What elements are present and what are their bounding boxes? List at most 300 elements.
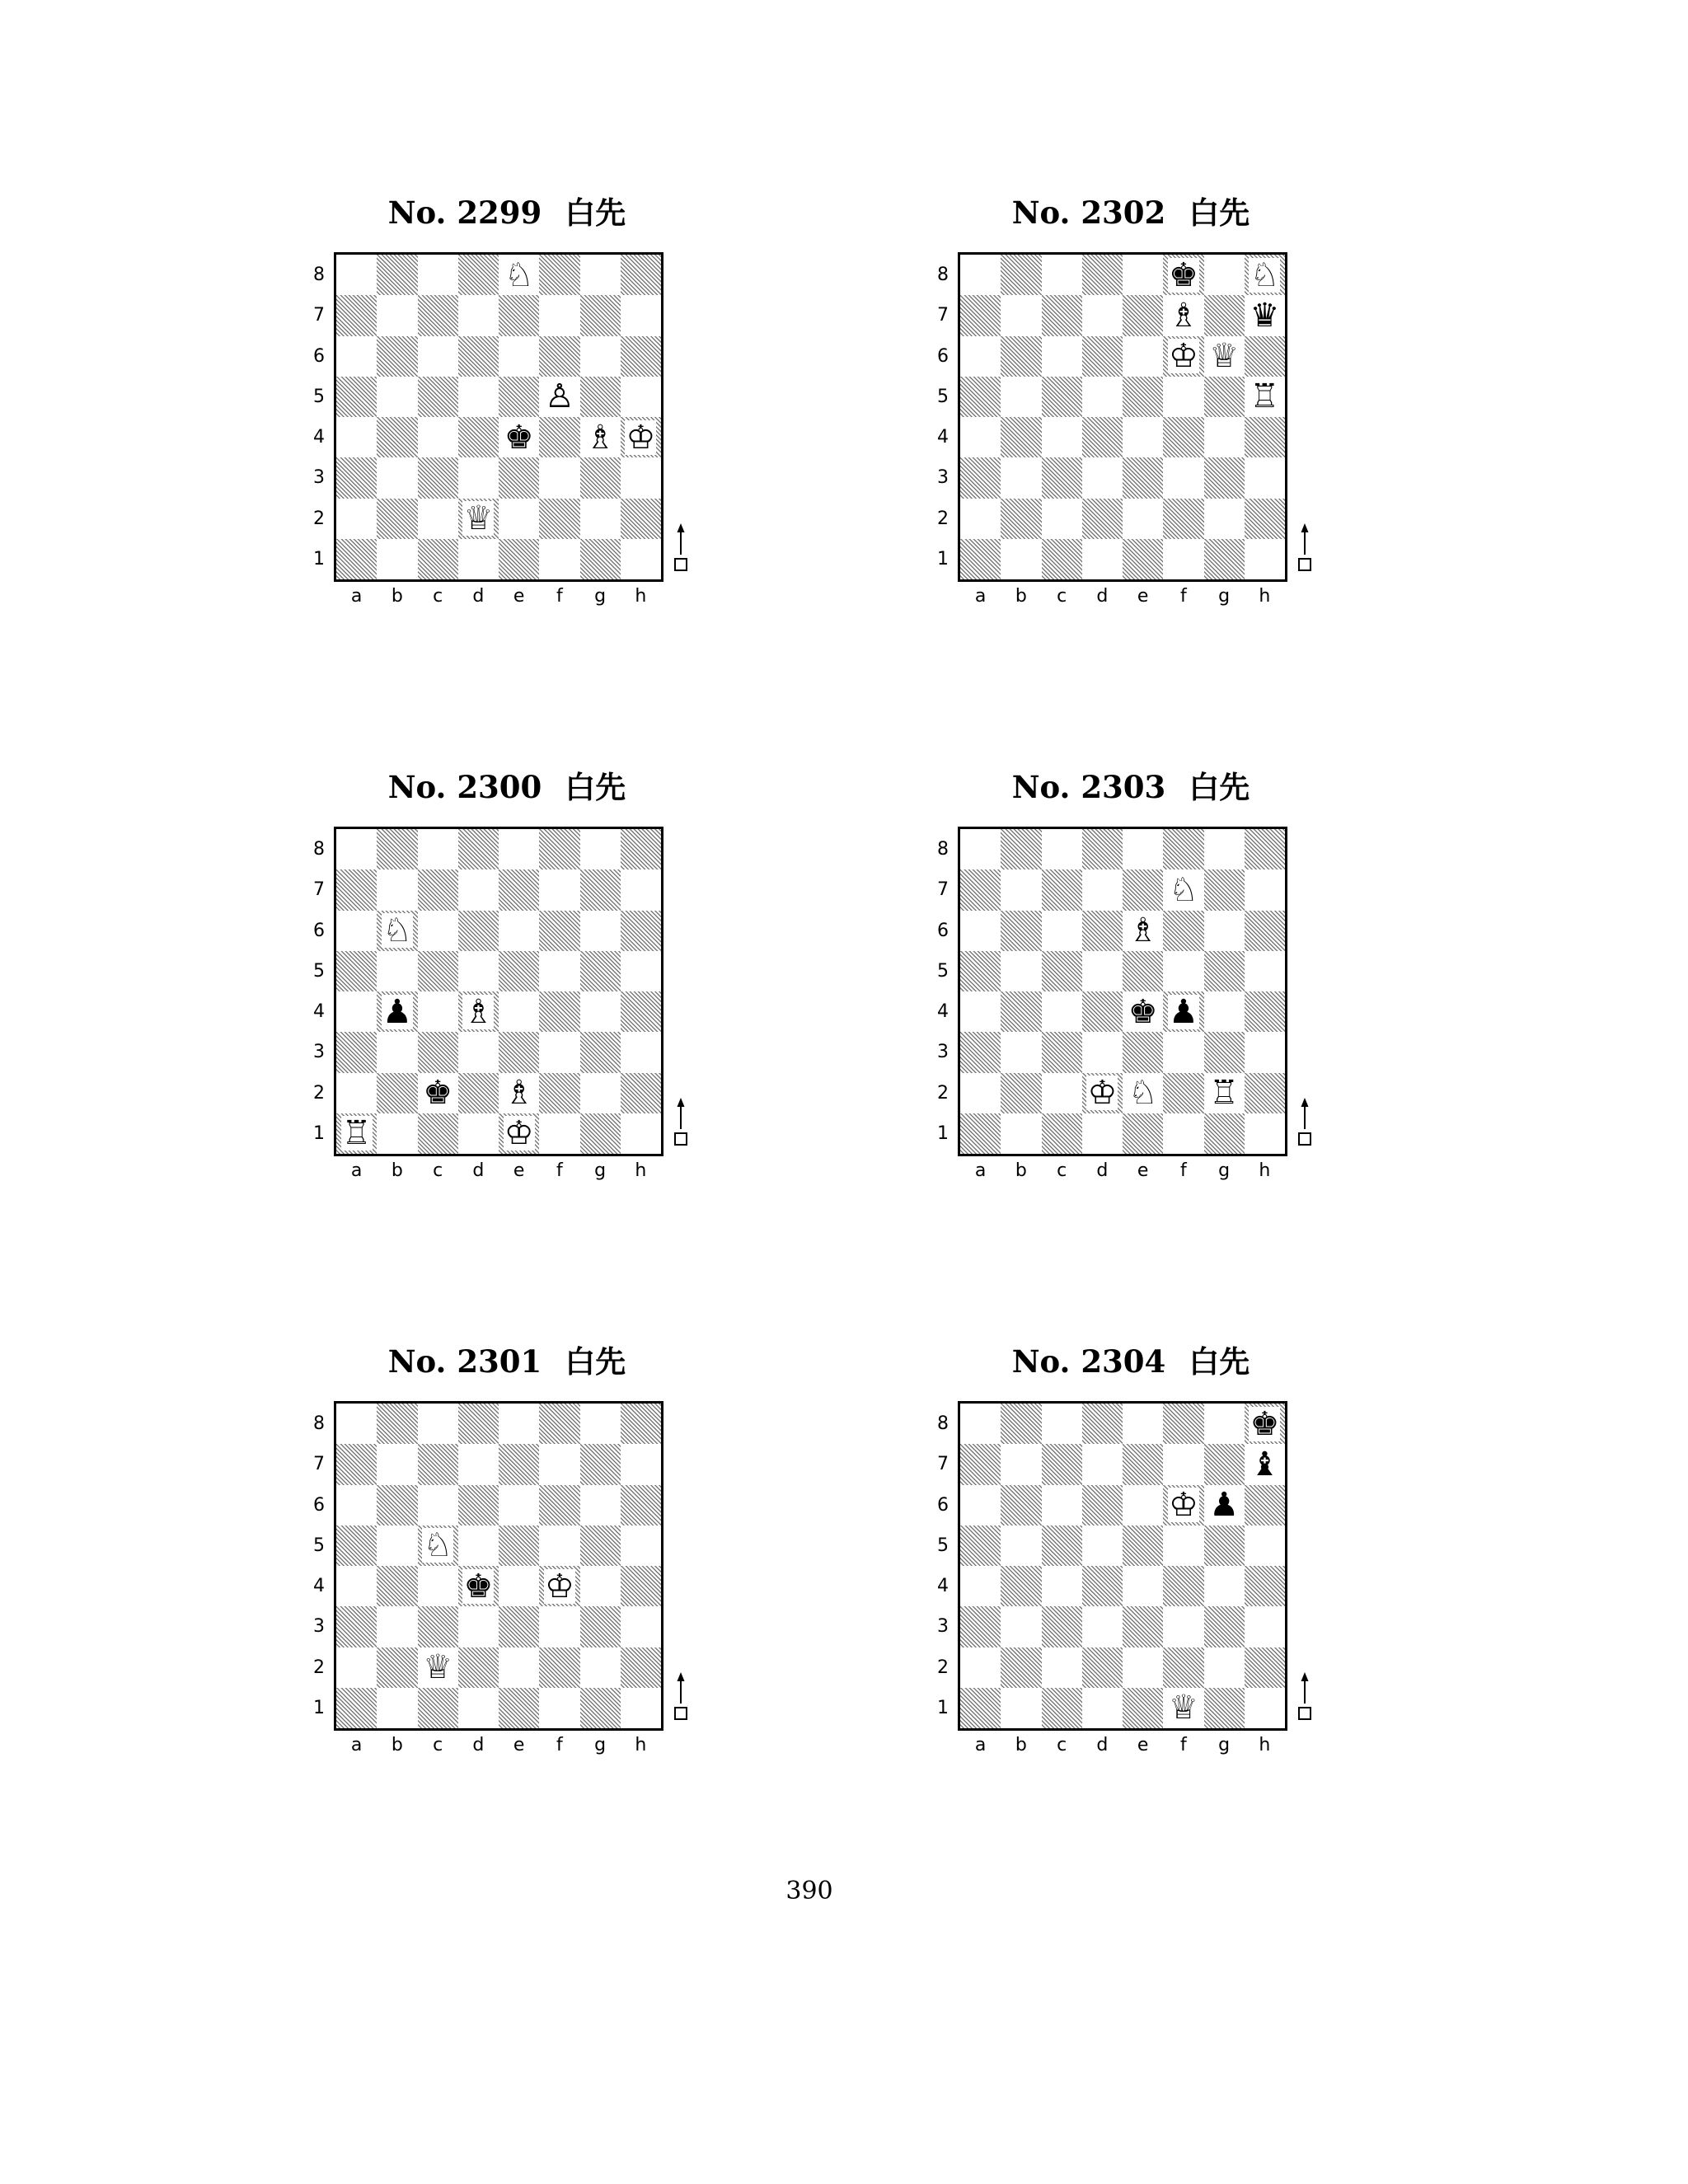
square-d1 xyxy=(1082,1688,1123,1728)
file-label: f xyxy=(556,1160,563,1181)
square-b4 xyxy=(1001,991,1041,1032)
square-a4 xyxy=(336,1566,377,1606)
square-b3 xyxy=(377,1032,417,1072)
rank-label: 6 xyxy=(937,345,949,367)
square-f2 xyxy=(1163,1647,1203,1688)
square-g7 xyxy=(580,869,621,910)
square-a7 xyxy=(336,1444,377,1484)
file-label: e xyxy=(513,586,525,607)
square-c4 xyxy=(418,417,458,457)
square-f3 xyxy=(1163,1606,1203,1647)
white-knight-icon xyxy=(1123,1073,1163,1113)
square-e4 xyxy=(499,1566,539,1606)
square-g5 xyxy=(580,951,621,991)
piece-glyph: ♘ xyxy=(1128,1074,1158,1113)
square-g5 xyxy=(1204,377,1245,417)
square-e8 xyxy=(1123,255,1163,295)
square-h5 xyxy=(621,1526,661,1566)
square-c3 xyxy=(1042,457,1082,498)
square-h3 xyxy=(621,1606,661,1647)
square-f4 xyxy=(1163,1566,1203,1606)
square-h2 xyxy=(621,1647,661,1688)
square-h5 xyxy=(1245,951,1285,991)
square-b3 xyxy=(1001,457,1041,498)
rank-label: 5 xyxy=(937,1535,949,1556)
square-b6 xyxy=(1001,911,1041,951)
square-g8 xyxy=(580,829,621,869)
square-h6 xyxy=(1245,911,1285,951)
square-e6 xyxy=(1123,1485,1163,1526)
square-e8 xyxy=(499,1404,539,1444)
square-b2 xyxy=(377,1647,417,1688)
square-h2 xyxy=(1245,1647,1285,1688)
square-d3 xyxy=(458,457,499,498)
square-b8 xyxy=(1001,255,1041,295)
square-b7 xyxy=(377,295,417,335)
piece-glyph: ♗ xyxy=(1128,912,1158,950)
white-knight-icon xyxy=(499,255,539,295)
square-a4 xyxy=(960,417,1001,457)
rank-label: 4 xyxy=(313,427,325,448)
square-a5 xyxy=(960,1526,1001,1566)
square-h7 xyxy=(621,295,661,335)
square-c1 xyxy=(1042,1688,1082,1728)
square-g6 xyxy=(580,1485,621,1526)
square-c5 xyxy=(1042,377,1082,417)
rank-label: 7 xyxy=(937,879,949,901)
square-c5 xyxy=(418,951,458,991)
square-g7 xyxy=(1204,1444,1245,1484)
square-c8 xyxy=(1042,1404,1082,1444)
square-g8 xyxy=(1204,1404,1245,1444)
square-b6 xyxy=(1001,336,1041,377)
square-e5 xyxy=(499,1526,539,1566)
square-a1 xyxy=(336,1688,377,1728)
white-queen-icon xyxy=(418,1647,458,1688)
square-b6 xyxy=(1001,1485,1041,1526)
square-c7 xyxy=(418,1444,458,1484)
piece-glyph: ♟ xyxy=(1168,992,1198,1031)
square-e3 xyxy=(499,1032,539,1072)
piece-glyph: ♘ xyxy=(1168,870,1198,909)
square-f6 xyxy=(539,1485,579,1526)
problem-2304 xyxy=(937,1341,1370,1802)
square-h1 xyxy=(1245,1688,1285,1728)
square-c3 xyxy=(418,1606,458,1647)
square-g7 xyxy=(1204,869,1245,910)
rank-label: 8 xyxy=(937,1413,949,1434)
square-g5 xyxy=(580,377,621,417)
square-f1 xyxy=(539,1113,579,1154)
white-rook-icon xyxy=(336,1113,377,1154)
square-b8 xyxy=(377,1404,417,1444)
piece-glyph: ♘ xyxy=(1250,255,1280,294)
file-label: e xyxy=(1137,586,1149,607)
file-label: f xyxy=(556,1735,563,1755)
piece-glyph: ♕ xyxy=(1168,1689,1198,1727)
rank-label: 7 xyxy=(313,879,325,901)
square-h4 xyxy=(1245,991,1285,1032)
square-c2 xyxy=(418,499,458,539)
square-c7 xyxy=(1042,295,1082,335)
rank-label: 3 xyxy=(313,1042,325,1063)
square-c6 xyxy=(418,336,458,377)
square-h5 xyxy=(1245,1526,1285,1566)
white-knight-icon xyxy=(418,1526,458,1566)
square-h2 xyxy=(1245,1073,1285,1113)
rank-label: 8 xyxy=(313,1413,325,1434)
square-f5 xyxy=(1163,377,1203,417)
problem-title: No. 2302 白先 xyxy=(1011,194,1250,231)
square-g8 xyxy=(1204,829,1245,869)
square-b8 xyxy=(1001,1404,1041,1444)
square-c3 xyxy=(418,1032,458,1072)
square-b6 xyxy=(377,336,417,377)
black-king-icon xyxy=(1245,1404,1285,1444)
square-a6 xyxy=(960,1485,1001,1526)
square-e5 xyxy=(1123,1526,1163,1566)
square-f2 xyxy=(539,1073,579,1113)
square-c2 xyxy=(1042,1073,1082,1113)
square-c3 xyxy=(418,457,458,498)
square-f3 xyxy=(539,1606,579,1647)
square-h1 xyxy=(1245,539,1285,579)
square-e6 xyxy=(499,336,539,377)
square-a5 xyxy=(336,1526,377,1566)
rank-label: 2 xyxy=(313,1082,325,1104)
square-f2 xyxy=(1163,1073,1203,1113)
white-rook-icon xyxy=(1245,377,1285,417)
square-d4 xyxy=(1082,417,1123,457)
square-b3 xyxy=(1001,1606,1041,1647)
white-king-icon xyxy=(539,1566,579,1606)
square-b1 xyxy=(377,539,417,579)
square-h7 xyxy=(1245,869,1285,910)
square-c1 xyxy=(418,1688,458,1728)
file-label: b xyxy=(391,586,403,607)
square-d1 xyxy=(458,539,499,579)
square-e1 xyxy=(1123,1688,1163,1728)
square-a3 xyxy=(336,1606,377,1647)
piece-glyph: ♕ xyxy=(463,499,494,538)
square-e7 xyxy=(1123,869,1163,910)
square-e1 xyxy=(1123,1113,1163,1154)
square-c4 xyxy=(418,1566,458,1606)
square-d5 xyxy=(1082,377,1123,417)
file-label: a xyxy=(350,1160,363,1181)
square-d5 xyxy=(458,951,499,991)
rank-label: 2 xyxy=(937,1082,949,1104)
square-f1 xyxy=(539,539,579,579)
square-e6 xyxy=(1123,336,1163,377)
square-h1 xyxy=(1245,1113,1285,1154)
square-g2 xyxy=(580,1647,621,1688)
file-label: d xyxy=(472,586,485,607)
square-d4 xyxy=(1082,991,1123,1032)
square-h7 xyxy=(621,869,661,910)
square-e3 xyxy=(1123,1032,1163,1072)
problem-2303 xyxy=(937,766,1370,1228)
square-e2 xyxy=(499,499,539,539)
white-queen-icon xyxy=(458,499,499,539)
square-e4 xyxy=(499,991,539,1032)
square-b2 xyxy=(377,1073,417,1113)
square-g2 xyxy=(580,499,621,539)
square-e7 xyxy=(499,295,539,335)
square-b3 xyxy=(377,457,417,498)
square-b2 xyxy=(1001,1647,1041,1688)
piece-glyph: ♛ xyxy=(1250,296,1280,335)
square-a7 xyxy=(960,1444,1001,1484)
square-g2 xyxy=(1204,1647,1245,1688)
square-b7 xyxy=(377,869,417,910)
square-c7 xyxy=(418,295,458,335)
square-d2 xyxy=(1082,1647,1123,1688)
file-label: c xyxy=(1057,1160,1067,1181)
square-g5 xyxy=(1204,1526,1245,1566)
square-e3 xyxy=(1123,457,1163,498)
square-a2 xyxy=(336,1073,377,1113)
square-b1 xyxy=(377,1113,417,1154)
rank-label: 8 xyxy=(937,265,949,285)
square-g8 xyxy=(1204,255,1245,295)
chess-board xyxy=(334,827,663,1156)
white-pawn-icon xyxy=(539,377,579,417)
square-e8 xyxy=(1123,1404,1163,1444)
square-e4 xyxy=(1123,1566,1163,1606)
square-g6 xyxy=(1204,911,1245,951)
square-a4 xyxy=(336,417,377,457)
square-g1 xyxy=(580,539,621,579)
rank-label: 1 xyxy=(313,1697,325,1718)
file-label: e xyxy=(513,1735,525,1755)
square-d2 xyxy=(458,1073,499,1113)
square-e1 xyxy=(1123,539,1163,579)
black-queen-icon xyxy=(1245,295,1285,335)
side-to-move-arrow-icon xyxy=(673,1096,689,1149)
black-king-icon xyxy=(458,1566,499,1606)
piece-glyph: ♔ xyxy=(544,1567,574,1605)
square-a6 xyxy=(336,1485,377,1526)
file-label: e xyxy=(1137,1735,1149,1755)
piece-glyph: ♚ xyxy=(463,1567,494,1605)
square-a3 xyxy=(960,1032,1001,1072)
square-d8 xyxy=(1082,829,1123,869)
square-d6 xyxy=(1082,911,1123,951)
square-g3 xyxy=(1204,1032,1245,1072)
side-to-move: 白先 xyxy=(1189,194,1250,231)
square-a1 xyxy=(960,1688,1001,1728)
square-b8 xyxy=(377,829,417,869)
piece-glyph: ♗ xyxy=(1168,296,1198,335)
side-to-move: 白先 xyxy=(565,1343,626,1380)
square-b5 xyxy=(1001,1526,1041,1566)
square-h4 xyxy=(621,1566,661,1606)
square-d7 xyxy=(1082,869,1123,910)
square-a8 xyxy=(960,829,1001,869)
rank-label: 3 xyxy=(937,1042,949,1063)
square-b8 xyxy=(1001,829,1041,869)
square-d4 xyxy=(458,417,499,457)
white-rook-icon xyxy=(1204,1073,1245,1113)
square-e3 xyxy=(499,1606,539,1647)
square-c5 xyxy=(1042,951,1082,991)
white-bishop-icon xyxy=(458,991,499,1032)
piece-glyph: ♚ xyxy=(423,1074,453,1113)
piece-glyph: ♟ xyxy=(1209,1486,1240,1525)
square-f7 xyxy=(539,869,579,910)
rank-label: 6 xyxy=(937,920,949,941)
problem-title: No. 2301 白先 xyxy=(387,1343,626,1380)
square-a1 xyxy=(960,1113,1001,1154)
square-c7 xyxy=(1042,1444,1082,1484)
square-h3 xyxy=(621,1032,661,1072)
file-label: b xyxy=(1015,1735,1027,1755)
file-label: c xyxy=(433,586,443,607)
square-h2 xyxy=(621,1073,661,1113)
square-a4 xyxy=(960,1566,1001,1606)
square-h2 xyxy=(1245,499,1285,539)
square-d3 xyxy=(1082,1032,1123,1072)
problem-title: No. 2299 白先 xyxy=(387,194,626,231)
black-king-icon xyxy=(418,1073,458,1113)
white-bishop-icon xyxy=(1123,911,1163,951)
square-a2 xyxy=(960,499,1001,539)
rank-label: 7 xyxy=(937,305,949,326)
square-d7 xyxy=(458,295,499,335)
rank-label: 1 xyxy=(937,1697,949,1718)
file-label: a xyxy=(350,1735,363,1755)
square-c4 xyxy=(418,991,458,1032)
file-label: a xyxy=(350,586,363,607)
file-label: c xyxy=(433,1160,443,1181)
side-to-move: 白先 xyxy=(565,194,626,231)
square-a6 xyxy=(960,336,1001,377)
rank-label: 3 xyxy=(937,1616,949,1638)
file-label: e xyxy=(1137,1160,1149,1181)
file-label: h xyxy=(635,1160,647,1181)
white-king-icon xyxy=(499,1113,539,1154)
square-d6 xyxy=(1082,336,1123,377)
file-label: f xyxy=(1180,1160,1187,1181)
side-to-move-arrow-icon xyxy=(1296,522,1313,574)
square-e5 xyxy=(1123,377,1163,417)
square-f3 xyxy=(539,1032,579,1072)
square-f5 xyxy=(539,951,579,991)
square-f6 xyxy=(539,336,579,377)
square-h1 xyxy=(621,1688,661,1728)
rank-label: 7 xyxy=(313,1454,325,1475)
square-g7 xyxy=(580,1444,621,1484)
square-d8 xyxy=(1082,255,1123,295)
square-g3 xyxy=(1204,457,1245,498)
rank-label: 7 xyxy=(937,1454,949,1475)
white-bishop-icon xyxy=(580,417,621,457)
square-d3 xyxy=(458,1032,499,1072)
square-b4 xyxy=(1001,1566,1041,1606)
file-label: f xyxy=(1180,586,1187,607)
square-c6 xyxy=(1042,336,1082,377)
square-b7 xyxy=(1001,295,1041,335)
square-e8 xyxy=(1123,829,1163,869)
piece-glyph: ♗ xyxy=(585,418,616,457)
square-h4 xyxy=(1245,1566,1285,1606)
square-d8 xyxy=(458,255,499,295)
square-c8 xyxy=(1042,255,1082,295)
file-label: g xyxy=(1218,1735,1231,1755)
square-g4 xyxy=(580,1566,621,1606)
piece-glyph: ♔ xyxy=(1168,1486,1198,1525)
square-a1 xyxy=(336,539,377,579)
square-a6 xyxy=(960,911,1001,951)
square-a8 xyxy=(960,1404,1001,1444)
file-label: b xyxy=(391,1160,403,1181)
square-c6 xyxy=(1042,911,1082,951)
square-c1 xyxy=(1042,539,1082,579)
square-f1 xyxy=(539,1688,579,1728)
side-to-move: 白先 xyxy=(1189,1343,1250,1380)
file-label: g xyxy=(1218,1160,1231,1181)
square-d8 xyxy=(458,829,499,869)
square-e5 xyxy=(499,951,539,991)
square-c6 xyxy=(1042,1485,1082,1526)
piece-glyph: ♗ xyxy=(504,1074,534,1113)
file-label: g xyxy=(594,586,607,607)
square-e7 xyxy=(1123,1444,1163,1484)
square-e6 xyxy=(499,1485,539,1526)
problem-2301 xyxy=(313,1341,746,1802)
square-g4 xyxy=(1204,417,1245,457)
square-c7 xyxy=(1042,869,1082,910)
square-e3 xyxy=(1123,1606,1163,1647)
square-h6 xyxy=(621,1485,661,1526)
file-label: d xyxy=(472,1160,485,1181)
piece-glyph: ♚ xyxy=(1168,255,1198,294)
piece-glyph: ♖ xyxy=(341,1114,372,1153)
square-g1 xyxy=(580,1113,621,1154)
square-g7 xyxy=(580,295,621,335)
square-d1 xyxy=(458,1113,499,1154)
rank-label: 2 xyxy=(313,1657,325,1678)
square-f3 xyxy=(539,457,579,498)
square-c1 xyxy=(418,1113,458,1154)
square-d6 xyxy=(1082,1485,1123,1526)
problem-2302 xyxy=(937,192,1370,654)
square-f8 xyxy=(1163,829,1203,869)
square-g3 xyxy=(580,1032,621,1072)
square-c3 xyxy=(1042,1032,1082,1072)
file-label: c xyxy=(433,1735,443,1755)
square-b2 xyxy=(1001,499,1041,539)
square-e1 xyxy=(499,1688,539,1728)
square-h6 xyxy=(621,336,661,377)
square-f3 xyxy=(1163,457,1203,498)
file-label: d xyxy=(1096,586,1109,607)
square-g1 xyxy=(580,1688,621,1728)
square-h6 xyxy=(1245,1485,1285,1526)
square-f7 xyxy=(539,295,579,335)
square-d7 xyxy=(1082,1444,1123,1484)
square-g3 xyxy=(580,1606,621,1647)
piece-glyph: ♚ xyxy=(504,418,534,457)
square-f4 xyxy=(1163,417,1203,457)
square-d4 xyxy=(1082,1566,1123,1606)
square-a3 xyxy=(960,1606,1001,1647)
square-g1 xyxy=(1204,1688,1245,1728)
square-b3 xyxy=(1001,1032,1041,1072)
square-c8 xyxy=(1042,829,1082,869)
black-pawn-icon xyxy=(377,991,417,1032)
